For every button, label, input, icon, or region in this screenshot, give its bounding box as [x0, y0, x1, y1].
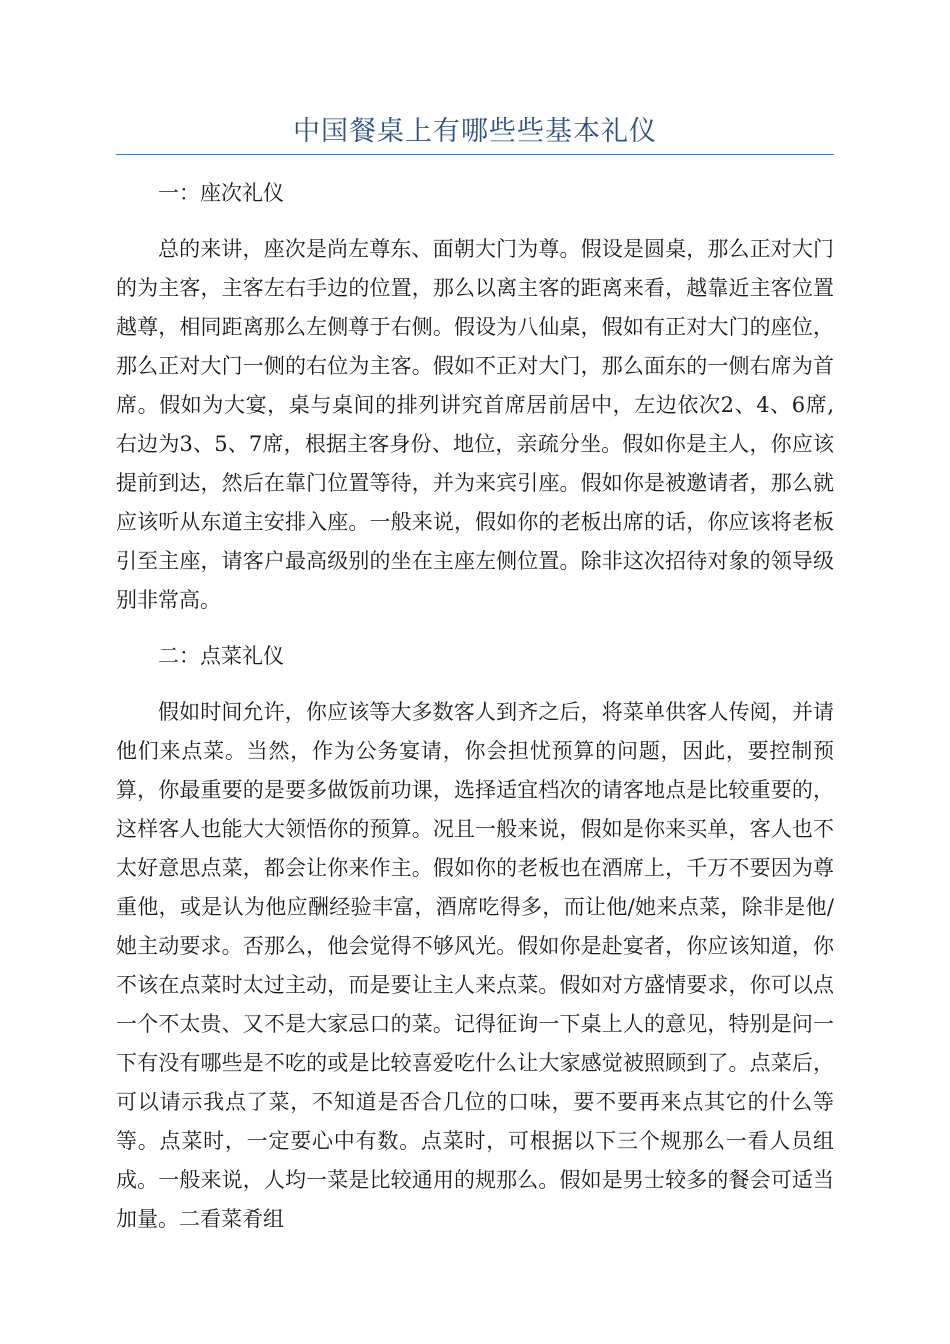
paragraph-seating: 总的来讲，座次是尚左尊东、面朝大门为尊。假设是圆桌，那么正对大门的为主客，主客左右手边的位置，那么以离主客的距离来看，越靠近主客位置越尊，相同距离那么左侧尊于右侧。假设为八仙桌，假如有正对大门的座位，那么正对大门一侧的右位为主客。假如不正对大门，那么面东的一侧右席为首席。假如为大宴，桌与桌间的排列讲究首席居前居中，左边依次2、4、6席,右边为3、5、7席，根据主客身份、地位，亲疏分坐。假如你是主人，你应该提前到达，然后在靠门位置等待，并为来宾引座。假如你是被邀请者，那么就应该听从东道主安排入座。一般来说，假如你的老板出席的话，你应该将老板引至主座，请客户最高级别的坐在主座左侧位置。除非这次招待对象的领导级别非常高。 [116, 237, 834, 612]
section-heading-seating: 一：座次礼仪 [158, 181, 284, 205]
section-heading-ordering: 二：点菜礼仪 [158, 644, 284, 668]
paragraph-ordering: 假如时间允许，你应该等大多数客人到齐之后，将菜单供客人传阅，并请他们来点菜。当然，作为公务宴请，你会担忧预算的问题，因此，要控制预算，你最重要的是要多做饭前功课，选择适宜档次的请客地点是比较重要的，这样客人也能大大领悟你的预算。况且一般来说，假如是你来买单，客人也不太好意思点菜，都会让你来作主。假如你的老板也在酒席上，千万不要因为尊重他，或是认为他应酬经验丰富，酒席吃得多，而让他/她来点菜，除非是他/她主动要求。否那么，他会觉得不够风光。假如你是赴宴者，你应该知道，你不该在点菜时太过主动，而是要让主人来点菜。假如对方盛情要求，你可以点一个不太贵、又不是大家忌口的菜。记得征询一下桌上人的意见，特别是问一下有没有哪些是不吃的或是比较喜爱吃什么让大家感觉被照顾到了。点菜后，可以请示我点了菜，不知道是否合几位的口味，要不要再来点其它的什么等等。点菜时，一定要心中有数。点菜时，可根据以下三个规那么一看人员组成。一般来说，人均一菜是比较通用的规那么。假如是男士较多的餐会可适当加量。二看菜肴组 [116, 700, 834, 1231]
title-underline [116, 154, 834, 155]
page-title: 中国餐桌上有哪些些基本礼仪 [293, 116, 657, 147]
document-body [116, 174, 834, 1239]
